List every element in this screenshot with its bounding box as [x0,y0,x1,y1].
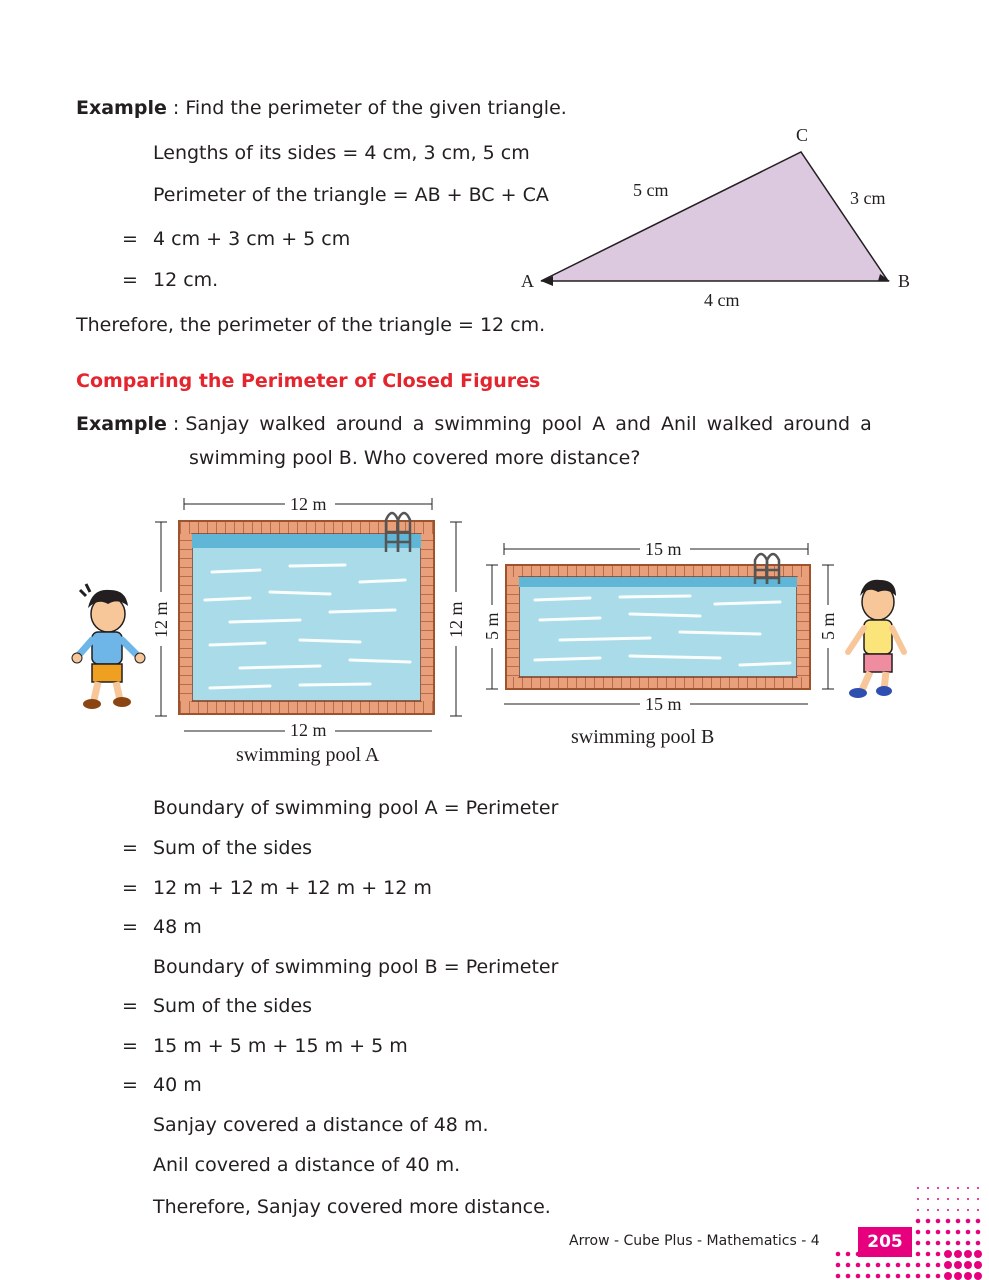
side-ca-label: 5 cm [633,180,669,200]
decor-dot [927,1198,929,1200]
decor-dot [947,1187,949,1189]
example-separator: : [172,97,180,119]
decor-dot [906,1274,911,1279]
decor-dot [954,1250,962,1258]
example-question: Sanjay walked around a swimming pool A and Anil walked around a [185,413,872,435]
decor-dot [866,1252,871,1257]
decor-dot [947,1209,949,1211]
pool-a-boundary-line: Boundary of swimming pool A = Perimeter [153,797,559,819]
decor-dot [856,1252,861,1257]
equals-sign: = [122,837,138,859]
decor-dot [966,1241,971,1246]
decor-dot [974,1250,982,1258]
decor-dot [936,1219,941,1224]
decor-dot [916,1219,921,1224]
decor-dot [954,1272,962,1280]
decor-dot [906,1252,911,1257]
decor-dot [954,1261,962,1269]
decor-dot [836,1263,841,1268]
pool-b [505,554,811,690]
boy-sanjay-illustration [72,584,145,709]
decor-dot [967,1198,969,1200]
pool-a-caption: swimming pool A [236,744,380,766]
decor-dot [974,1272,982,1280]
dot-pattern-decoration [835,1185,989,1280]
side-bc-label: 3 cm [850,188,886,208]
example2-question-cont: swimming pool B. Who covered more distance? [189,447,641,469]
pool-b-step1: Sum of the sides [153,995,313,1017]
decor-dot [937,1198,939,1200]
pool-a [178,513,435,715]
decor-dot [976,1241,981,1246]
decor-dot [936,1252,941,1257]
pool-b-top-label: 15 m [645,539,682,559]
decor-dot [964,1261,972,1269]
side-lengths-line: Lengths of its sides = 4 cm, 3 cm, 5 cm [153,142,530,164]
footer-book-title: Arrow - Cube Plus - Mathematics - 4 [569,1233,820,1249]
decor-dot [956,1241,961,1246]
decor-dot [917,1187,919,1189]
decor-dot [916,1241,921,1246]
equals-sign: = [122,269,138,291]
decor-dot [927,1209,929,1211]
decor-dot [876,1263,881,1268]
page-number: 205 [858,1227,912,1257]
decor-dot [856,1274,861,1279]
decor-dot [916,1230,921,1235]
decor-dot [856,1263,861,1268]
decor-dot [977,1198,979,1200]
decor-dot [937,1209,939,1211]
result-line: 12 cm. [153,269,219,291]
decor-dot [947,1198,949,1200]
decor-dot [964,1250,972,1258]
decor-dot [866,1263,871,1268]
decor-dot [836,1252,841,1257]
decor-dot [966,1230,971,1235]
decor-dot [927,1187,929,1189]
decor-dot [957,1187,959,1189]
decor-dot [946,1230,951,1235]
decor-dot [916,1274,921,1279]
decor-dot [966,1219,971,1224]
pool-a-step1: Sum of the sides [153,837,313,859]
decor-dot [896,1252,901,1257]
decor-dot [957,1198,959,1200]
decor-dot [977,1209,979,1211]
equals-sign: = [122,1074,138,1096]
pool-b-caption: swimming pool B [571,726,715,748]
decor-dot [876,1252,881,1257]
pool-a-left-label: 12 m [151,601,171,638]
example-separator: : [172,413,180,435]
decor-dot [926,1241,931,1246]
decor-dot [926,1274,931,1279]
decor-dot [937,1187,939,1189]
boy-anil-illustration [848,580,904,698]
decor-dot [926,1252,931,1257]
vertex-b-label: B [898,271,911,291]
equals-sign: = [122,1035,138,1057]
decor-dot [846,1252,851,1257]
equals-sign: = [122,916,138,938]
decor-dot [976,1219,981,1224]
sanjay-distance: Sanjay covered a distance of 48 m. [153,1114,489,1136]
anil-distance: Anil covered a distance of 40 m. [153,1154,461,1176]
decor-dot [946,1241,951,1246]
decor-dot [936,1241,941,1246]
decor-dot [876,1274,881,1279]
decor-dot [956,1230,961,1235]
decor-dot [976,1230,981,1235]
decor-dot [836,1274,841,1279]
decor-dot [936,1263,941,1268]
pool-a-top-label: 12 m [290,494,327,514]
decor-dot [926,1219,931,1224]
decor-dot [917,1209,919,1211]
final-conclusion: Therefore, Sanjay covered more distance. [153,1196,551,1218]
decor-dot [916,1263,921,1268]
equals-sign: = [122,228,138,250]
decor-dot [936,1230,941,1235]
decor-dot [926,1263,931,1268]
decor-dot [977,1187,979,1189]
pool-b-right-label: 5 m [818,612,838,640]
decor-dot [944,1250,952,1258]
decor-dot [936,1274,941,1279]
decor-dot [916,1252,921,1257]
decor-dot [944,1261,952,1269]
decor-dot [896,1263,901,1268]
decor-dot [866,1274,871,1279]
decor-dot [917,1198,919,1200]
decor-dot [886,1274,891,1279]
section-heading: Comparing the Perimeter of Closed Figures [76,370,541,392]
pool-b-boundary-line: Boundary of swimming pool B = Perimeter [153,956,559,978]
perimeter-formula-line: Perimeter of the triangle = AB + BC + CA [153,184,549,206]
pool-b-bottom-label: 15 m [645,694,682,714]
triangle-conclusion: Therefore, the perimeter of the triangle = 12 cm. [76,314,546,336]
vertex-c-label: C [796,125,809,145]
decor-dot [967,1209,969,1211]
decor-dot [926,1230,931,1235]
decor-dot [974,1261,982,1269]
example-label: Example [76,97,167,119]
vertex-a-label: A [521,271,534,291]
decor-dot [964,1272,972,1280]
decor-dot [886,1263,891,1268]
decor-dot [946,1219,951,1224]
side-ab-label: 4 cm [704,290,740,310]
pool-b-step2: 15 m + 5 m + 15 m + 5 m [153,1035,408,1057]
decor-dot [846,1263,851,1268]
equals-sign: = [122,995,138,1017]
decor-dot [886,1252,891,1257]
sum-line: 4 cm + 3 cm + 5 cm [153,228,351,250]
pool-a-step2: 12 m + 12 m + 12 m + 12 m [153,877,432,899]
pool-a-right-label: 12 m [446,601,466,638]
pool-b-left-label: 5 m [482,612,502,640]
pool-a-bottom-label: 12 m [290,720,327,740]
decor-dot [896,1274,901,1279]
decor-dot [846,1274,851,1279]
pool-a-step3: 48 m [153,916,202,938]
equals-sign: = [122,877,138,899]
decor-dot [967,1187,969,1189]
decor-dot [957,1209,959,1211]
example-label: Example [76,413,167,435]
decor-dot [944,1272,952,1280]
example-question: Find the perimeter of the given triangle. [185,97,567,119]
decor-dot [906,1263,911,1268]
decor-dot [956,1219,961,1224]
pool-b-step3: 40 m [153,1074,202,1096]
